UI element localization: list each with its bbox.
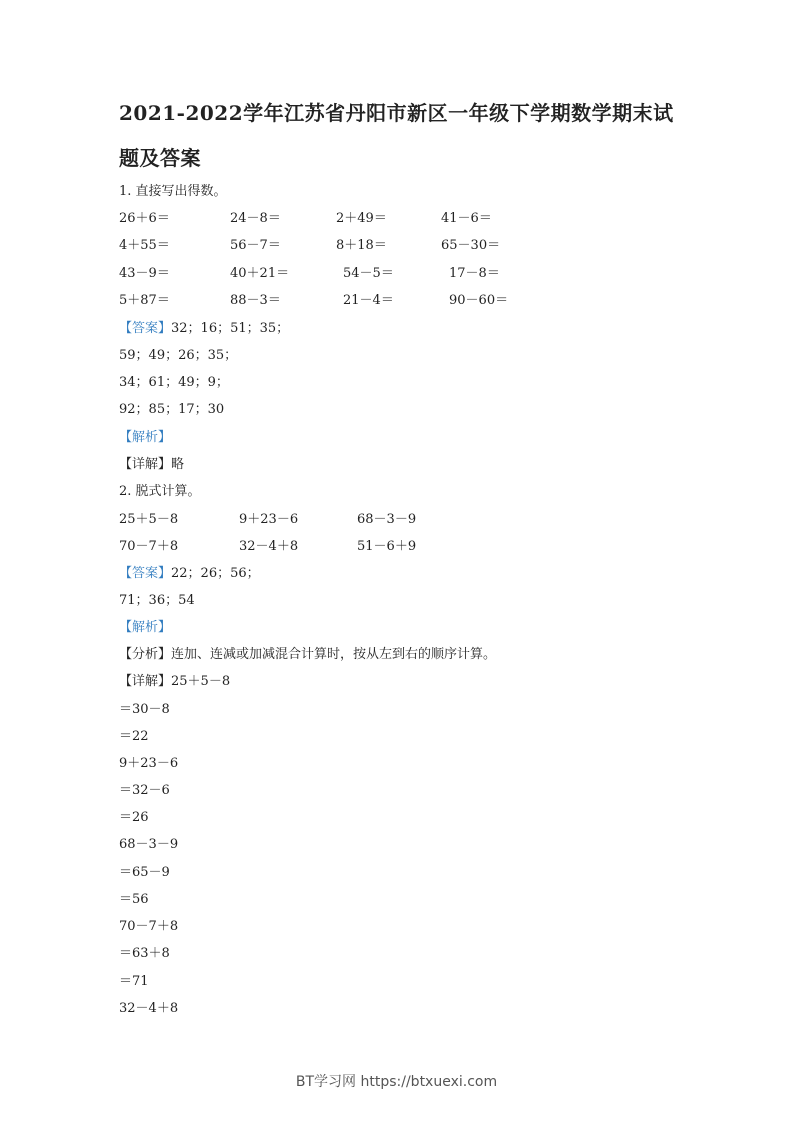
q1-detail-line [119,453,184,472]
q2-cell: 32－4＋8 [239,539,299,554]
q1-cell: 65－30＝ [441,238,501,253]
footer-watermark: BT学习网 https://btxuexi.com [295,1074,498,1090]
calc-step: 9＋23－6 [119,756,179,771]
detail-tag: 【详解】 [119,674,172,689]
q2-heading: 2. 脱式计算。 [119,484,201,499]
q2-cell: 70－7＋8 [119,539,179,554]
q2-cell: 51－6＋9 [357,539,417,554]
q1-cell: 8＋18＝ [336,238,387,253]
q1-answer-line: 34；61；49；9； [119,375,229,390]
calc-step: ＝56 [119,892,149,907]
q2-cell: 9＋23－6 [239,512,299,527]
q1-cell: 40＋21＝ [230,266,290,281]
detail-text: 25＋5－8 [171,674,231,689]
fenxi-text: 连加、连减或加减混合计算时，按从左到右的顺序计算。 [171,647,497,662]
q1-cell: 90－60＝ [449,293,509,308]
q2-detail-line [119,670,230,689]
q1-answer-line [119,317,289,336]
calc-step: 32－4＋8 [119,1001,179,1016]
calc-step: ＝30－8 [119,702,170,717]
q1-cell: 4＋55＝ [119,238,170,253]
calc-step: ＝65－9 [119,865,170,880]
q2-cell: 25＋5－8 [119,512,179,527]
q1-cell: 21－4＝ [343,293,394,308]
detail-tag: 【详解】 [119,457,172,472]
fenxi-tag: 【分析】 [119,647,172,662]
q1-cell: 2＋49＝ [336,211,387,226]
q1-analysis-tag: 【解析】 [119,430,172,445]
q2-analysis-tag: 【解析】 [119,620,172,635]
answer-tag: 【答案】 [119,321,172,336]
page-title-line1: 2021-2022学年江苏省丹阳市新区一年级下学期数学期末试 [119,101,674,125]
q1-cell: 41－6＝ [441,211,492,226]
q1-cell: 56－7＝ [230,238,281,253]
q1-cell: 26＋6＝ [119,211,170,226]
q2-answer-line [119,562,260,581]
q2-answer-line: 71；36；54 [119,593,195,608]
q2-fenxi-line [119,643,496,662]
calc-step: 68－3－9 [119,837,179,852]
q2-cell: 68－3－9 [357,512,417,527]
q1-answer-line: 59；49；26；35； [119,348,238,363]
q1-cell: 17－8＝ [449,266,500,281]
calc-step: ＝32－6 [119,783,170,798]
calc-step: ＝71 [119,974,149,989]
q1-cell: 43－9＝ [119,266,170,281]
q1-cell: 88－3＝ [230,293,281,308]
calc-step: ＝22 [119,729,149,744]
q1-cell: 54－5＝ [343,266,394,281]
q1-cell: 24－8＝ [230,211,281,226]
calc-step: ＝63＋8 [119,946,170,961]
calc-step: 70－7＋8 [119,919,179,934]
q1-heading: 1. 直接写出得数。 [119,184,227,199]
answer-tag: 【答案】 [119,566,172,581]
detail-text: 略 [171,457,185,472]
page-title-line2: 题及答案 [119,146,201,170]
calc-step: ＝26 [119,810,149,825]
q1-cell: 5＋87＝ [119,293,170,308]
q1-answer-line: 92；85；17；30 [119,402,225,417]
answer-text: 32；16；51；35； [171,321,290,336]
answer-text: 22；26；56； [171,566,260,581]
